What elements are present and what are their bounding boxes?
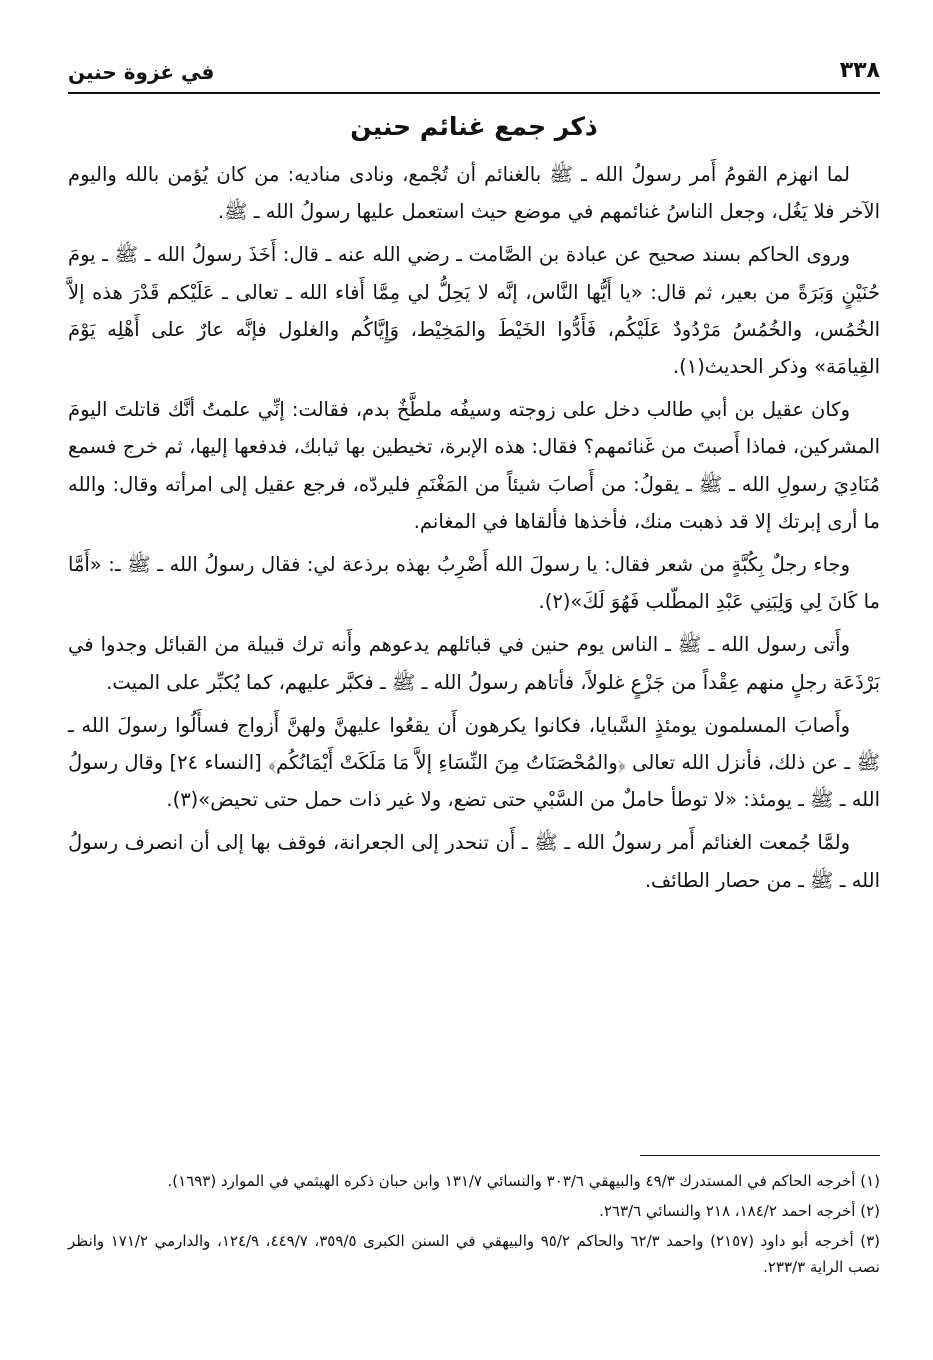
paragraph: وروى الحاكم بسند صحيح عن عبادة بن الصَّامت ـ رضي الله عنه ـ قال: أَخَذَ رسولُ الله ـ ﷺ ـ يومَ حُنَيْنٍ وَبَرَةً من بعير، ثم قال: «يا أَيُّها النَّاس، إنَّه لا يَحِلُّ لي مِمَّا أَفاء الله ـ تعالى ـ عَلَيْكم قَدْرَ هذه إلاَّ الخُمُس، والخُمُسُ مَرْدُودٌ عَلَيْكُم، فَأَدُّوا الخَيْطَ والمَخِيْط، وَإِيَّاكُم والغلول فإنَّه عارٌ على أَهْلِه يَوْمَ القِيامَة» وذكر الحديث(١). xyxy=(68,243,880,379)
body-text xyxy=(68,156,880,905)
footnote: (١) أخرجه الحاكم في المستدرك ٤٩/٣ والبيهقي ٣٠٣/٦ والنسائي ١٣١/٧ وابن حبان ذكره الهيثمي في الموارد (١٦٩٣). xyxy=(167,1172,880,1190)
book-page xyxy=(68,40,880,1330)
chapter-title: ذكر جمع غنائم حنين xyxy=(350,112,598,141)
paragraph: وجاء رجلٌ بِكُبَّةٍ من شعر فقال: يا رسولَ الله أَضْرِبُ بهذه برذعة لي: فقال رسولُ الله ـ ﷺ ـ: «أَمَّا ما كَانَ لِي وَلِبَنِي عَبْدِ المطّلب فَهُوَ لَكَ»(٢). xyxy=(68,553,880,614)
page-number: ٣٣٨ xyxy=(839,58,880,83)
running-header-title: في غزوة حنين xyxy=(68,60,215,84)
paragraph: وكان عقيل بن أبي طالب دخل على زوجته وسيفُه ملطَّخٌ بدم، فقالت: إنِّي علمتُ أنَّك قاتلتَ اليومَ المشركين، فماذا أَصبتَ من غَنائمهم؟ فقال: هذه الإبرة، تخيطين بها ثيابك، فدفعها إليها، ثم خرج فسمع مُنَادِيَ رسولِ الله ـ ﷺ ـ يقولُ: من أَصابَ شيئاً من المَغْنَمِ فليردّه، فرجع عقيل إلى امرأته وقال: والله ما أرى إبرتك إلا قد ذهبت منك، فأخذها فألقاها في المغانم. xyxy=(68,398,880,533)
footnotes xyxy=(68,1168,880,1284)
footnote: (٢) أخرجه احمد ١٨٤/٢، ٢١٨ والنسائي ٢٦٣/٦. xyxy=(599,1202,880,1220)
paragraph: وأَتى رسول الله ـ ﷺ ـ الناس يوم حنين في قبائلهم يدعوهم وأَنه ترك قبيلة من القبائل وجدوا في بَرْذَعَة رجلٍ منهم عِقْداً من جَزْعٍ غلولاً، فأتاهم رسولُ الله ـ ﷺ ـ فكبَّر عليهم، كما يُكبِّر على الميت. xyxy=(68,633,880,694)
footnote: (٣) أخرجه أبو داود (٢١٥٧) واحمد ٦٢/٣ والحاكم ٩٥/٢ والبيهقي في السنن الكبرى ٣٥٩/٥، ٤٤٩/٧، ١٢٤/٩، والدارمي ١٧١/٢ وانظر نصب الراية ٢٣٣/٣. xyxy=(68,1232,881,1276)
paragraph: ولمَّا جُمعت الغنائم أَمر رسولُ الله ـ ﷺ ـ أَن تنحدر إلى الجعرانة، فوقف بها إلى أن انصرف رسولُ الله ـ ﷺ ـ من حصار الطائف. xyxy=(68,831,880,892)
paragraph: وأَصابَ المسلمون يومئذٍ السَّبايا، فكانوا يكرهون أَن يقعُوا عليهنَّ ولهنَّ أَزواج فسأَلُوا رسولَ الله ـ ﷺ ـ عن ذلك، فأنزل الله تعالى ﴿والمُحْصَنَاتُ مِنَ النِّسَاءِ إلاَّ مَا مَلَكَتْ أَيْمَانُكُم﴾ [النساء ٢٤] وقال رسولُ الله ـ ﷺ ـ يومئذ: «لا توطأ حاملٌ من السَّبْي حتى تضع، ولا غير ذات حمل حتى تحيض»(٣). xyxy=(68,713,880,812)
paragraph: لما انهزم القومُ أَمر رسولُ الله ـ ﷺ بالغنائم أن تُجْمع، ونادى مناديه: من كان يُؤمن بالله واليوم الآخر فلا يَغُل، وجعل الناسُ غنائمهم في موضع حيث استعمل عليها رسولُ الله ـ ﷺ. xyxy=(68,163,880,224)
running-header xyxy=(68,58,880,94)
footnote-divider xyxy=(640,1155,880,1156)
